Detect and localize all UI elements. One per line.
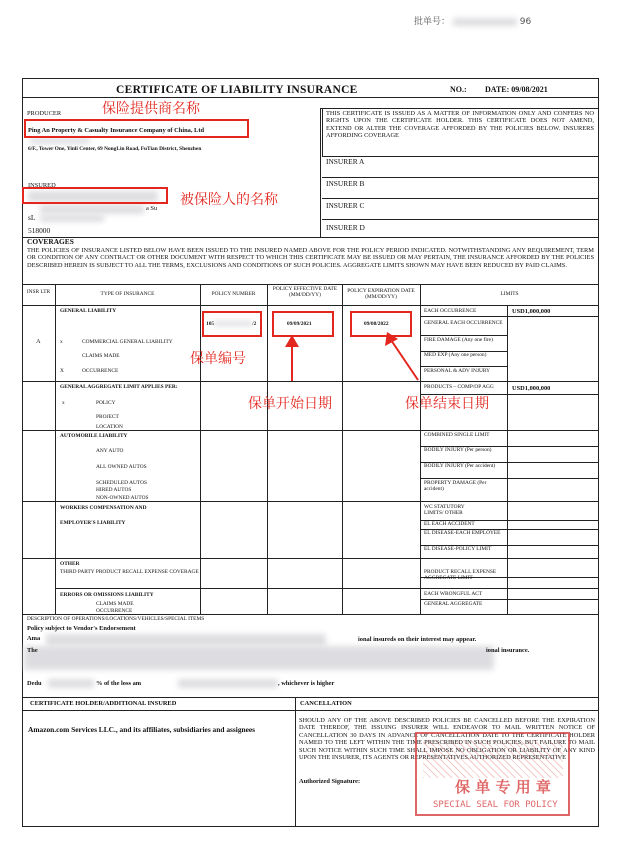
gl-effective-date: 09/09/2021 <box>287 321 312 327</box>
limit-property: PROPERTY DAMAGE (Per accident) <box>424 480 487 493</box>
limit-each-wrongful: EACH WRONGFUL ACT <box>424 591 483 597</box>
gl-x2: X <box>60 368 64 374</box>
limit-product-recall: PRODUCT RECALL EXPENSE AGGREGATE LIMIT <box>424 569 497 582</box>
limit-general-aggregate: GENERAL AGGREGATE <box>424 601 483 607</box>
gl-expiration-date: 09/08/2022 <box>364 321 389 327</box>
rule-limit <box>420 335 507 336</box>
producer-line-redacted <box>30 138 90 144</box>
deductible-mid: % of the loss am <box>96 680 142 687</box>
rule-col-type <box>200 284 201 614</box>
agg-location: LOCATION <box>96 424 123 430</box>
producer-name: Ping An Property & Casualty Insurance Company of China, Ltd <box>28 127 204 134</box>
arrow-diagonal-icon <box>383 332 423 384</box>
insurer-b: INSURER B <box>326 179 365 188</box>
gl-claims-made: CLAIMS MADE <box>82 353 120 359</box>
arrow-up-icon <box>282 335 302 383</box>
deductible-redacted-2 <box>178 679 278 688</box>
rule-col-number <box>267 284 268 614</box>
rule-col-ltr <box>55 284 56 614</box>
limit-products-value: USD1,000,000 <box>512 385 551 392</box>
authorized-signature: Authorized Signature: <box>299 778 361 785</box>
gl-title: GENERAL LIABILITY <box>60 308 117 314</box>
gl-ltr: A <box>36 338 41 345</box>
annotation-end-date: 保单结束日期 <box>405 396 489 412</box>
rule-holder-cancel <box>295 697 296 827</box>
holder-text: Amazon.com Services LLC., and its affiliates, subsidiaries and assignees <box>28 725 256 734</box>
cancellation-label: CANCELLATION <box>300 700 352 707</box>
seal-chinese: 保 单 专 用 章 <box>455 778 551 796</box>
annotation-start-date: 保单开始日期 <box>248 396 332 412</box>
rule-table-header <box>22 305 599 306</box>
description-line3-end: ional insureds on their interest may appear. <box>358 636 477 643</box>
limit-med: MED EXP (Any one person) <box>424 352 487 358</box>
limit-each-occurrence-value: USD1,000,000 <box>512 308 551 315</box>
auto-non-owned: NON-OWNED AUTOS <box>96 495 149 501</box>
rule-description-bottom <box>22 697 599 698</box>
rule-insurer-b <box>322 198 599 199</box>
insured-line3-redacted <box>40 215 104 222</box>
agg-x: x <box>62 400 65 406</box>
certificate-date: DATE: 09/08/2021 <box>485 85 548 94</box>
limit-wc: WC STATUTORY LIMITS/ OTHER <box>424 504 465 517</box>
producer-label: PRODUCER <box>27 110 62 117</box>
deductible-redacted-1 <box>48 679 94 688</box>
description-line2-redacted <box>46 634 326 646</box>
deductible-start: Dedu <box>27 680 42 687</box>
certificate-no-label: NO.: <box>450 85 467 94</box>
other-third-party: THIRD PARTY PRODUCT RECALL EXPENSE COVERAGE <box>60 569 199 575</box>
description-line4-start: The <box>27 647 38 654</box>
limit-bodily-accident: BODILY INJURY (Per accident) <box>424 463 496 469</box>
insurer-a: INSURER A <box>326 157 365 166</box>
limit-each-occurrence: EACH OCCURRENCE <box>424 308 477 314</box>
batch-label: 批单号： <box>414 17 451 27</box>
limit-bodily-person: BODILY INJURY (Per person) <box>424 447 492 453</box>
annotation-box-start-date <box>272 311 334 337</box>
limit-personal: PERSONAL & ADV INJURY <box>424 368 491 374</box>
rule-holder-header <box>22 710 599 711</box>
rule-notice-top <box>320 108 599 109</box>
annotation-box-insured <box>22 187 168 204</box>
rule-row-other <box>55 588 599 589</box>
auto-title: AUTOMOBILE LIABILITY <box>60 433 128 439</box>
insured-label: INSURED <box>28 182 56 189</box>
workers-title: WORKERS COMPENSATION AND <box>60 505 147 511</box>
description-line1: Policy subject to Vendor's Endorsement <box>27 625 136 632</box>
rule-coverages <box>22 237 599 238</box>
other-errors: ERRORS OR OMISSIONS LIABILITY <box>60 592 154 598</box>
insured-address-partial: a Su <box>146 205 158 212</box>
annotation-producer-name: 保险提供商名称 <box>102 101 200 117</box>
insured-address-redacted <box>40 205 144 214</box>
batch-number <box>414 14 531 27</box>
rule-producer-insurer <box>320 108 321 238</box>
certificate-notice: THIS CERTIFICATE IS ISSUED AS A MATTER OF INFORMATION ONLY AND CONFERS NO RIGHTS UPON THE CERTIFICATE HOLDER. THIS CERTIFICATE DOES NOT AMEND, EXTEND OR ALTER THE COVERAGE AFFORDED BY THE POLICIES BELOW. INSURERS AFFORDING COVERAGE <box>326 110 594 140</box>
agg-title: GENERAL AGGREGATE LIMIT APPLIES PER: <box>60 384 178 390</box>
batch-redacted <box>453 18 517 26</box>
seal-texture <box>423 740 563 778</box>
limit-el-disease-policy: EL DISEASE-POLICY LIMIT <box>424 546 492 552</box>
description-line3-redacted <box>24 646 494 670</box>
description-line4-end: ional insurance. <box>486 647 530 654</box>
agg-policy: POLICY <box>96 400 116 406</box>
agg-project: PROJECT <box>96 414 119 420</box>
coverages-text: THE POLICIES OF INSURANCE LISTED BELOW HAVE BEEN ISSUED TO THE INSURED NAMED ABOVE FOR THE POLICY PERIOD INDICATED. NOTWITHSTANDING ANY REQUIREMENT, TERM OR CONDITION OF ANY CONTRACT OR OTHER DOCUMENT WITH RESPECT TO WHICH THIS CERTIFICATE MAY BE ISSUED OR MAY PERTAIN, THE INSURANCE AFFORDED BY THE POLICIES DESCRIBED HEREIN IS SUBJECT TO ALL THE TERMS, EXCLUSIONS AND CONDITIONS OF SUCH POLICIES. AGGREGATE LIMITS SHOWN MAY HAVE BEEN REDUCED BY PAID CLAIMS. <box>27 247 594 269</box>
rule-table-top <box>22 284 599 285</box>
policy-seal <box>415 732 570 816</box>
rule-row-workers <box>22 558 599 559</box>
auto-any: ANY AUTO <box>96 448 124 454</box>
rule-limit <box>420 366 507 367</box>
annotation-box-policy-number <box>202 311 262 337</box>
seal-english: SPECIAL SEAL FOR POLICY <box>433 800 558 810</box>
rule-limit <box>420 599 599 600</box>
policy-number-prefix: 105 <box>206 321 215 327</box>
batch-suffix: 96 <box>519 17 532 27</box>
deductible-end: , whichever is higher <box>278 680 335 687</box>
limit-el-disease-each: EL DISEASE-EACH EMPLOYEE <box>424 530 501 536</box>
insurer-d: INSURER D <box>326 223 365 232</box>
annotation-insured-name: 被保险人的名称 <box>180 192 278 208</box>
gl-x1: x <box>60 339 63 345</box>
description-line2-start: Ama <box>27 635 41 642</box>
insurer-c: INSURER C <box>326 201 365 210</box>
certificate-title: CERTIFICATE OF LIABILITY INSURANCE <box>116 84 358 96</box>
other-occurrence: OCCURRENCE <box>96 608 133 614</box>
header-effective: POLICY EFFECTIVE DATE (MM/DD/YY) <box>272 286 338 299</box>
limit-fire: FIRE DAMAGE (Any one fire) <box>424 337 493 343</box>
limit-general-each: GENERAL EACH OCCURRENCE <box>424 320 503 326</box>
header-limits: LIMITS <box>500 291 519 297</box>
other-claims-made: CLAIMS MADE <box>96 601 134 607</box>
holder-label: CERTIFICATE HOLDER/ADDITIONAL INSURED <box>30 700 177 707</box>
auto-hired: HIRED AUTOS <box>96 487 132 493</box>
rule-limit <box>420 316 599 317</box>
rule-row-gl <box>22 381 599 382</box>
rule-notice-left <box>322 108 323 157</box>
coverages-label: COVERAGES <box>27 237 74 246</box>
limit-el-each: EL EACH ACCIDENT <box>424 521 475 527</box>
gl-commercial: COMMERCIAL GENERAL LIABILITY <box>82 339 173 345</box>
annotation-policy-number: 保单编号 <box>190 351 246 367</box>
limit-combined: COMBINED SINGLE LIMIT <box>424 432 490 438</box>
rule-col-limit-label <box>507 305 508 614</box>
workers-employer: EMPLOYER'S LIABILITY <box>60 520 126 526</box>
header-type: TYPE OF INSURANCE <box>100 291 155 297</box>
cancellation-text: SHOULD ANY OF THE ABOVE DESCRIBED POLICIES BE CANCELLED BEFORE THE EXPIRATION DATE THEREOF, THE ISSUING INSURER WILL ENDEAVOR TO MAIL WRITTEN NOTICE OF CANCELLATION 30 DAYS IN ADVANCE OF CANCELLATION DATE TO THE CERTIFICATE HOLDER NAMED TO THE LEFT WITHIN THE TIME PRESCRIBED IN SUCH POLICIES, BUT FAILURE TO MAIL SUCH NOTICE WITHIN SUCH TIME SHALL IMPOSE NO OBLIGATION OR LIABILITY OF ANY KIND UPON THE INSURER, ITS AGENTS OR REPRESENTATIVES.AUTHORIZED REPRESENTATIVE <box>299 717 595 762</box>
rule-col-effective <box>342 284 343 614</box>
header-policy-number: POLICY NUMBER <box>211 291 256 297</box>
rule-insurer-c <box>322 219 599 220</box>
policy-number-suffix: /2 <box>252 321 257 327</box>
other-label: OTHER <box>60 561 80 567</box>
producer-address: 6/F., Tower One, Yinli Center, 69 NongLin Road, FuTian District, Shenzhen <box>28 146 202 152</box>
header-insr-ltr: INSR LTR <box>26 289 51 295</box>
rule-limit <box>420 478 599 479</box>
annotation-box-producer <box>24 119 249 138</box>
auto-scheduled: SCHEDULED AUTOS <box>96 480 147 486</box>
header-expiration: POLICY EXPIRATION DATE (MM/DD/YY) <box>347 288 415 301</box>
gl-occurrence: OCCURRENCE <box>82 368 119 374</box>
limit-products: PRODUCTS – COMP/OP AGG <box>424 384 494 390</box>
auto-all-owned: ALL OWNED AUTOS <box>96 464 147 470</box>
rule-insurer-a <box>322 177 599 178</box>
description-label: DESCRIPTION OF OPERATIONS/LOCATIONS/VEHICLES/SPECIAL ITEMS <box>27 616 205 622</box>
insured-line3-prefix: sL <box>28 213 36 222</box>
insured-postal: 518000 <box>28 226 51 235</box>
